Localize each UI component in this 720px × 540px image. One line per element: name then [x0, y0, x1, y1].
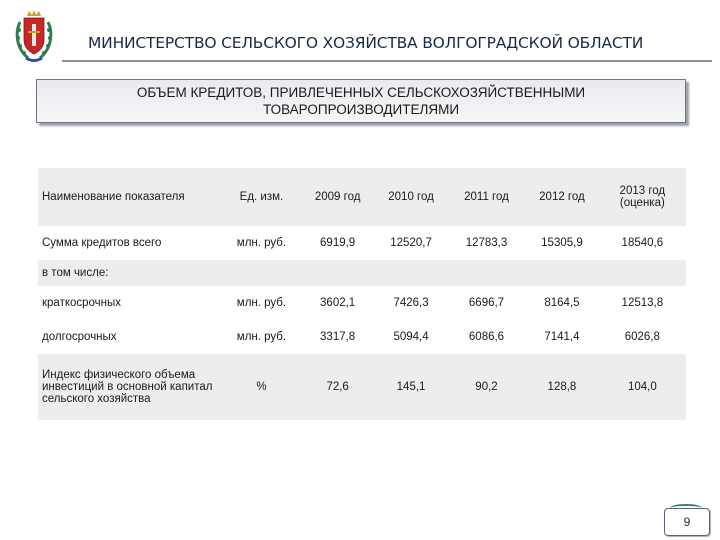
- row-unit: млн. руб.: [236, 297, 287, 309]
- table-row: [38, 260, 686, 286]
- slide-title-line1: ОБЪЕМ КРЕДИТОВ, ПРИВЛЕЧЕННЫХ СЕЛЬСКОХОЗЯЙСТВЕННЫМИ: [136, 85, 586, 100]
- table-cell: 6696,7: [468, 297, 505, 309]
- row-label: краткосрочных: [42, 297, 122, 309]
- column-header: 2012 год: [525, 168, 598, 226]
- table-cell: 5094,4: [393, 331, 429, 343]
- column-header: Ед. изм.: [222, 168, 301, 226]
- table-cell: 3602,1: [320, 297, 356, 309]
- table-row: [38, 226, 686, 260]
- table-cell: 18540,6: [621, 237, 664, 249]
- column-header: 2009 год: [301, 168, 374, 226]
- table-cell: 7426,3: [393, 297, 429, 309]
- row-unit: %: [222, 354, 301, 420]
- column-header: 2013 год (оценка): [599, 168, 686, 226]
- table-cell: 6026,8: [624, 331, 660, 343]
- table-cell: 15305,9: [541, 237, 583, 249]
- row-unit: млн. руб.: [236, 331, 287, 343]
- slide-title-line2: ТОВАРОПРОИЗВОДИТЕЛЯМИ: [262, 102, 460, 117]
- table-cell: 90,2: [448, 354, 525, 420]
- column-header: 2010 год: [374, 168, 447, 226]
- table-header-row: [38, 168, 686, 226]
- table-cell: 12513,8: [621, 297, 664, 309]
- table-cell: 145,1: [374, 354, 447, 420]
- table-cell: 12520,7: [390, 237, 432, 249]
- table-cell: 6086,6: [468, 331, 505, 343]
- header-divider: [62, 60, 712, 62]
- row-label: долгосрочных: [42, 331, 117, 343]
- table-cell: 128,8: [525, 354, 598, 420]
- row-label: в том числе:: [38, 260, 686, 286]
- row-unit: млн. руб.: [236, 237, 287, 249]
- row-label: Индекс физического объема инвестиций в основной капитал сельского хозяйства: [38, 354, 222, 420]
- table-cell: 12783,3: [465, 237, 508, 249]
- table-cell: 7141,4: [544, 331, 580, 343]
- column-header: 2011 год: [448, 168, 525, 226]
- ministry-title: МИНИСТЕРСТВО СЕЛЬСКОГО ХОЗЯЙСТВА ВОЛГОГРАДСКОЙ ОБЛАСТИ: [88, 34, 644, 52]
- credits-table: [38, 168, 686, 420]
- page-number: 9: [664, 508, 710, 536]
- table-cell: 3317,8: [320, 331, 356, 343]
- column-header: Наименование показателя: [38, 168, 222, 226]
- table-row: [38, 354, 686, 420]
- table-row: [38, 320, 686, 354]
- table-cell: 8164,5: [544, 297, 580, 309]
- row-label: Сумма кредитов всего: [42, 237, 162, 249]
- table-cell: 104,0: [599, 354, 686, 420]
- slide-title-box: [36, 79, 686, 123]
- table-cell: 6919,9: [320, 237, 356, 249]
- table-cell: 72,6: [301, 354, 374, 420]
- table-row: [38, 286, 686, 320]
- coat-of-arms-icon: [14, 8, 54, 64]
